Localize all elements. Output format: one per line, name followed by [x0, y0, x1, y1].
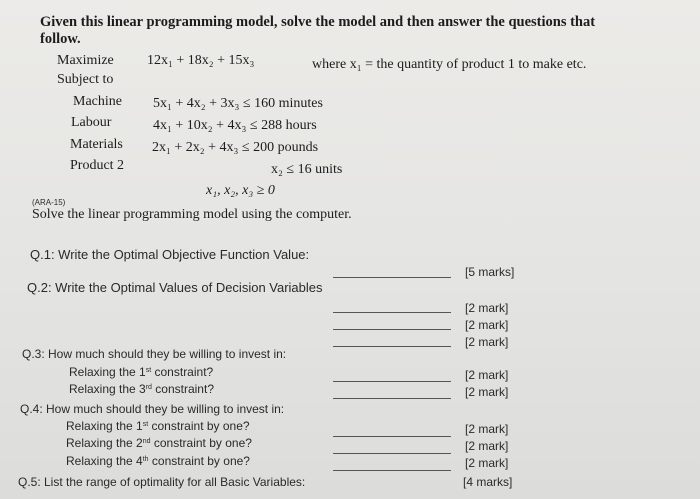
constraint-expr: 5x₁ + 4x₂ + 3x₃ ≤ 160 minutes: [153, 96, 323, 111]
nonnegativity-constraint: x₁, x₂, x₃ ≥ 0: [206, 183, 275, 198]
question-2: Q.2: Write the Optimal Values of Decision Variables: [27, 280, 323, 295]
question-3: Q.3: How much should they be willing to invest in:: [22, 347, 287, 361]
objective-function: 12x₁ + 18x₂ + 15x₃: [147, 53, 255, 68]
answer-line: [333, 277, 451, 278]
marks-label: [2 mark]: [465, 439, 509, 453]
marks-label: [2 mark]: [465, 318, 509, 332]
header-line-1: Given this linear programming model, solve the model and then answer the questions that: [40, 14, 596, 30]
constraint-name: Machine: [73, 94, 122, 109]
instruction: Solve the linear programming model using the computer.: [32, 207, 352, 222]
sub-question: Relaxing the 1st constraint?: [69, 365, 214, 379]
question-1: Q.1: Write the Optimal Objective Function Value:: [30, 247, 310, 262]
subject-to-label: Subject to: [57, 72, 114, 87]
answer-line: [333, 398, 451, 399]
constraint-expr: 4x₁ + 10x₂ + 4x₃ ≤ 288 hours: [153, 118, 317, 133]
answer-line: [333, 453, 451, 454]
sub-question: Relaxing the 4th constraint by one?: [66, 454, 250, 468]
sub-question: Relaxing the 1st constraint by one?: [66, 419, 250, 433]
constraint-name: Product 2: [70, 158, 125, 173]
answer-line: [333, 312, 451, 313]
answer-line: [333, 470, 451, 471]
where-note: where x₁ = the quantity of product 1 to make etc.: [312, 57, 587, 72]
constraint-expr: x₂ ≤ 16 units: [271, 162, 343, 177]
maximize-label: Maximize: [57, 53, 114, 68]
question-4: Q.4: How much should they be willing to invest in:: [20, 402, 285, 416]
answer-line: [333, 381, 451, 382]
marks-label: [2 mark]: [465, 368, 509, 382]
marks-label: [2 mark]: [465, 422, 509, 436]
answer-line: [333, 329, 451, 330]
marks-label: [5 marks]: [465, 265, 515, 279]
constraint-name: Labour: [71, 115, 112, 130]
marks-label: [4 marks]: [463, 475, 513, 489]
marks-label: [2 mark]: [465, 385, 509, 399]
constraint-name: Materials: [70, 137, 123, 152]
header-line-2: follow.: [40, 31, 81, 47]
marks-label: [2 mark]: [465, 456, 509, 470]
question-5: Q.5: List the range of optimality for all Basic Variables:: [18, 475, 306, 489]
answer-line: [333, 436, 451, 437]
sub-question: Relaxing the 3rd constraint?: [69, 382, 214, 396]
problem-tag: (ARA-15): [32, 198, 66, 207]
answer-line: [333, 346, 451, 347]
constraint-expr: 2x₁ + 2x₂ + 4x₃ ≤ 200 pounds: [152, 140, 319, 155]
marks-label: [2 mark]: [465, 335, 509, 349]
marks-label: [2 mark]: [465, 301, 509, 315]
sub-question: Relaxing the 2nd constraint by one?: [66, 436, 252, 450]
